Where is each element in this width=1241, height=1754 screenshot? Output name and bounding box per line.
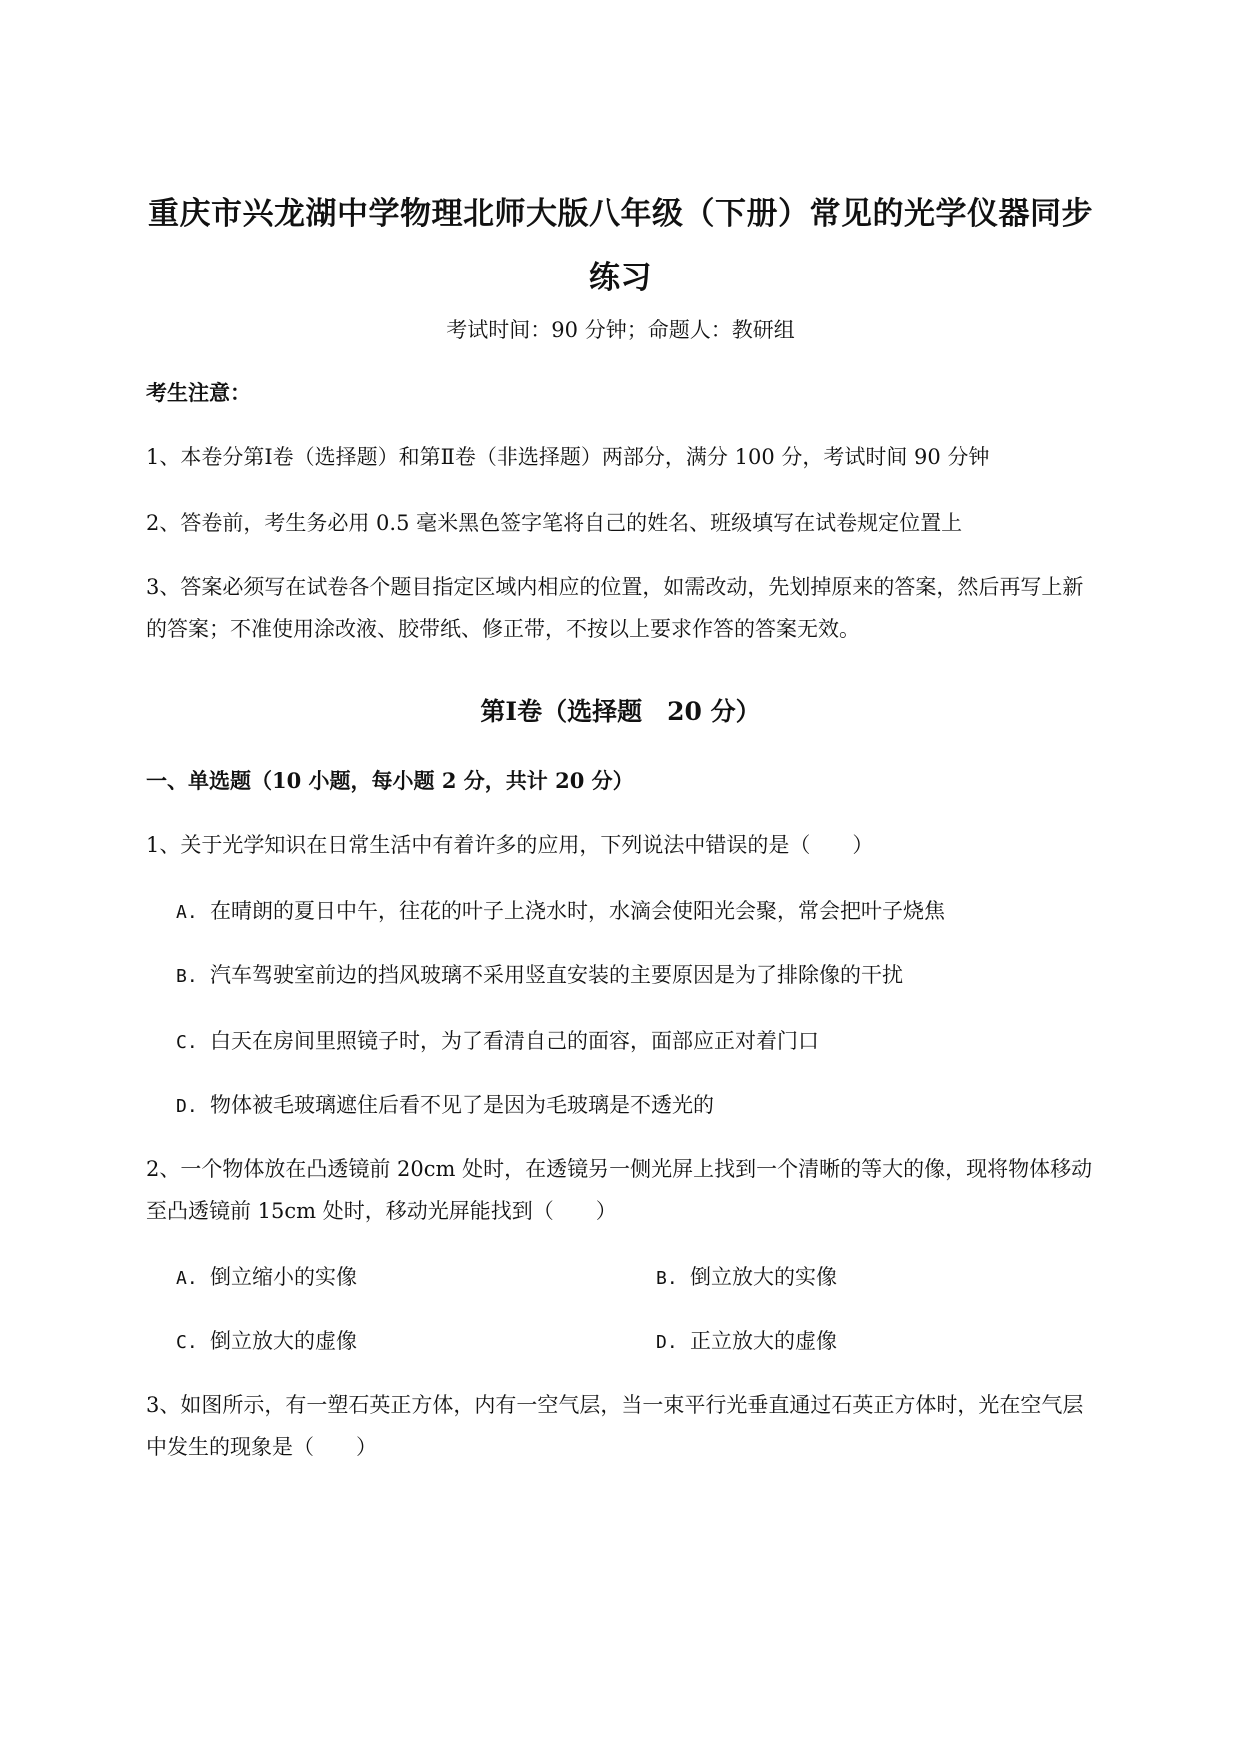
notice-item-2: 2、答卷前，考生务必用 0.5 毫米黑色签字笔将自己的姓名、班级填写在试卷规定位置上: [146, 511, 963, 535]
option-label: C.: [176, 1332, 198, 1353]
notice-item-3: 3、答案必须写在试卷各个题目指定区域内相应的位置，如需改动，先划掉原来的答案，然后再写上新: [146, 575, 1084, 599]
question-1-option-a: [176, 896, 945, 928]
question-1-stem: 1、关于光学知识在日常生活中有着许多的应用，下列说法中错误的是（ ）: [146, 833, 874, 857]
question-2-stem: 2、一个物体放在凸透镜前 20cm 处时，在透镜另一侧光屏上找到一个清晰的等大的像，现将物体移动: [146, 1157, 1093, 1181]
question-2-option-a: [176, 1262, 357, 1294]
question-1-option-d: [176, 1090, 714, 1122]
question-2-stem-cont: 至凸透镜前 15cm 处时，移动光屏能找到（ ）: [146, 1199, 617, 1223]
option-label: C.: [176, 1032, 198, 1053]
option-text: 倒立缩小的实像: [210, 1265, 357, 1289]
exam-title-line2: 练习: [589, 260, 652, 296]
part-heading: 一、单选题（10 小题，每小题 2 分，共计 20 分）: [146, 768, 634, 793]
option-text: 在晴朗的夏日中午，往花的叶子上浇水时，水滴会使阳光会聚，常会把叶子烧焦: [210, 899, 945, 923]
question-2-option-d: [656, 1326, 837, 1358]
option-label: A.: [176, 1268, 198, 1289]
question-1-option-b: [176, 960, 903, 992]
option-label: D.: [176, 1096, 198, 1117]
question-2-option-c: [176, 1326, 357, 1358]
option-text: 倒立放大的虚像: [210, 1329, 357, 1353]
question-2-option-b: [656, 1262, 837, 1294]
notice-item-1: 1、本卷分第Ⅰ卷（选择题）和第Ⅱ卷（非选择题）两部分，满分 100 分，考试时间 90 分钟: [146, 445, 990, 469]
question-3-stem: 3、如图所示，有一塑石英正方体，内有一空气层，当一束平行光垂直通过石英正方体时，光在空气层: [146, 1393, 1084, 1417]
notice-heading: 考生注意：: [146, 380, 251, 405]
notice-item-3-cont: 的答案；不准使用涂改液、胶带纸、修正带，不按以上要求作答的答案无效。: [146, 617, 860, 641]
option-text: 物体被毛玻璃遮住后看不见了是因为毛玻璃是不透光的: [210, 1093, 714, 1117]
option-text: 汽车驾驶室前边的挡风玻璃不采用竖直安装的主要原因是为了排除像的干扰: [210, 963, 903, 987]
option-label: A.: [176, 902, 198, 923]
option-label: B.: [656, 1268, 678, 1289]
question-1-option-c: [176, 1026, 819, 1058]
exam-title-line1: 重庆市兴龙湖中学物理北师大版八年级（下册）常见的光学仪器同步: [148, 196, 1093, 232]
option-label: B.: [176, 966, 198, 987]
option-text: 倒立放大的实像: [690, 1265, 837, 1289]
question-3-stem-cont: 中发生的现象是（ ）: [146, 1435, 377, 1459]
option-label: D.: [656, 1332, 678, 1353]
option-text: 白天在房间里照镜子时，为了看清自己的面容，面部应正对着门口: [210, 1029, 819, 1053]
exam-subtitle: 考试时间：90 分钟；命题人：教研组: [446, 318, 795, 342]
section-title: 第Ⅰ卷（选择题 20 分）: [480, 697, 761, 726]
option-text: 正立放大的虚像: [690, 1329, 837, 1353]
